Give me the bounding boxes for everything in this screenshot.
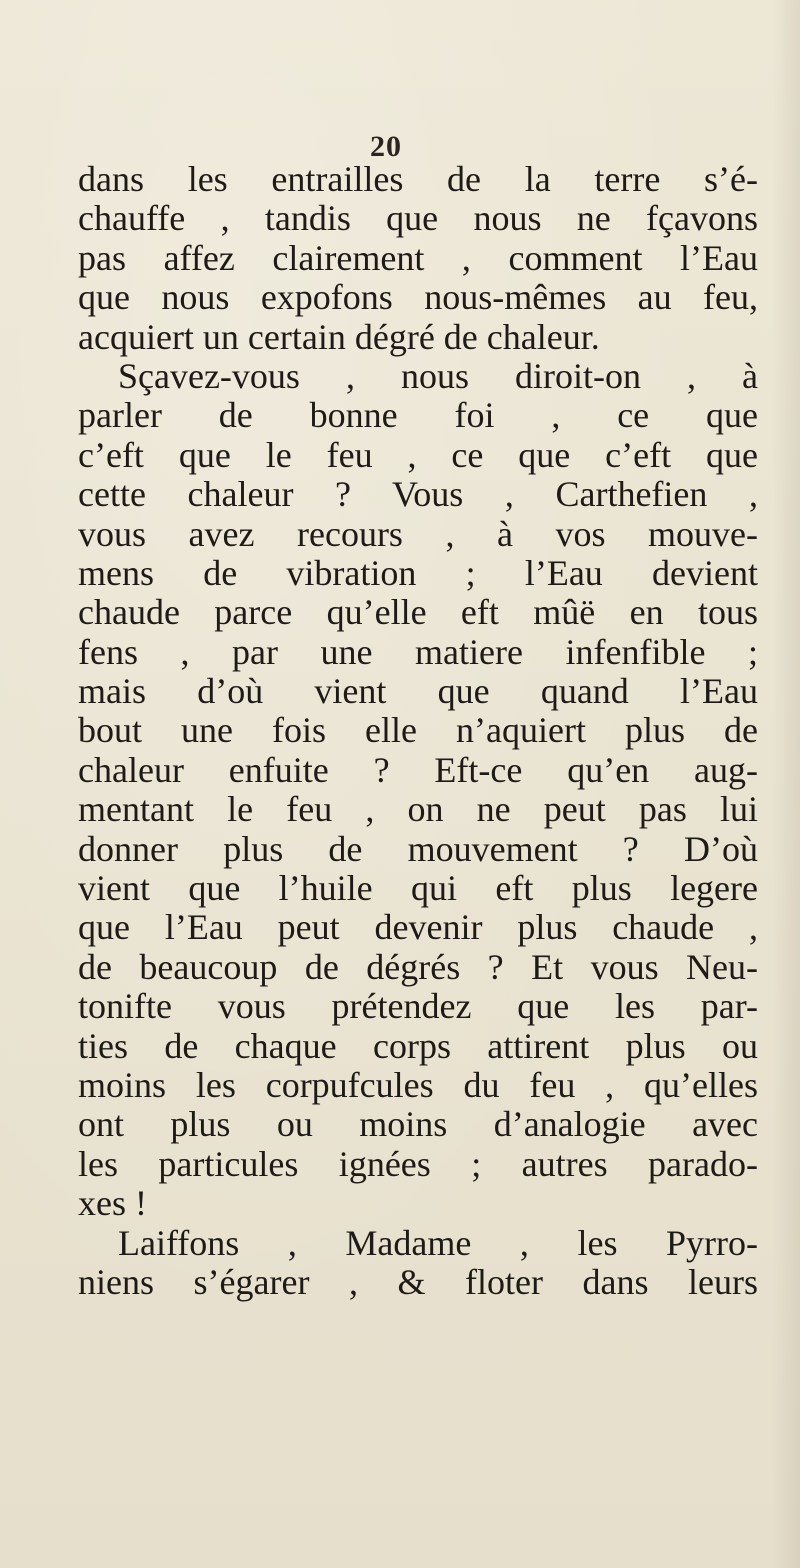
text-line: Sçavez-vous , nous diroit-on , à xyxy=(118,355,758,396)
text-line: xes ! xyxy=(78,1183,147,1224)
text-line: mais d’où vient que quand l’Eau xyxy=(78,671,758,712)
text-line: Laiffons , Madame , les Pyrro- xyxy=(118,1222,758,1263)
text-line: chaleur enfuite ? Eft-ce qu’en aug- xyxy=(78,749,758,790)
text-line: ont plus ou moins d’analogie avec xyxy=(78,1104,758,1145)
text-line: niens s’égarer , & floter dans leurs xyxy=(78,1261,758,1302)
page-number: 20 xyxy=(370,130,402,163)
text-line: fens , par une matiere infenfible ; xyxy=(78,631,758,672)
text-line: vient que l’huile qui eft plus legere xyxy=(78,868,758,909)
text-line: chauffe , tandis que nous ne fçavons xyxy=(78,198,758,239)
text-line: mens de vibration ; l’Eau devient xyxy=(78,552,758,593)
text-line: vous avez recours , à vos mouve- xyxy=(78,513,758,554)
text-line: les particules ignées ; autres parado- xyxy=(78,1143,758,1184)
text-line: c’eft que le feu , ce que c’eft que xyxy=(78,434,758,475)
text-line: cette chaleur ? Vous , Carthefien , xyxy=(78,474,758,515)
body-text xyxy=(78,160,758,1302)
text-line: tonifte vous prétendez que les par- xyxy=(78,986,758,1027)
text-line: dans les entrailles de la terre s’é- xyxy=(78,159,758,199)
text-line: chaude parce qu’elle eft mûë en tous xyxy=(78,592,758,633)
text-line: mentant le feu , on ne peut pas lui xyxy=(78,789,758,830)
text-line: acquiert un certain dégré de chaleur. xyxy=(78,316,600,357)
text-line: parler de bonne foi , ce que xyxy=(78,395,758,436)
text-line: moins les corpufcules du feu , qu’elles xyxy=(78,1064,758,1105)
text-line: bout une fois elle n’aquiert plus de xyxy=(78,710,758,751)
text-line: pas affez clairement , comment l’Eau xyxy=(78,237,758,278)
text-line: que nous expofons nous-mêmes au feu, xyxy=(78,277,758,318)
text-line: donner plus de mouvement ? D’où xyxy=(78,828,758,869)
text-line: ties de chaque corps attirent plus ou xyxy=(78,1025,758,1066)
text-line: de beaucoup de dégrés ? Et vous Neu- xyxy=(78,946,758,987)
text-line: que l’Eau peut devenir plus chaude , xyxy=(78,907,758,948)
